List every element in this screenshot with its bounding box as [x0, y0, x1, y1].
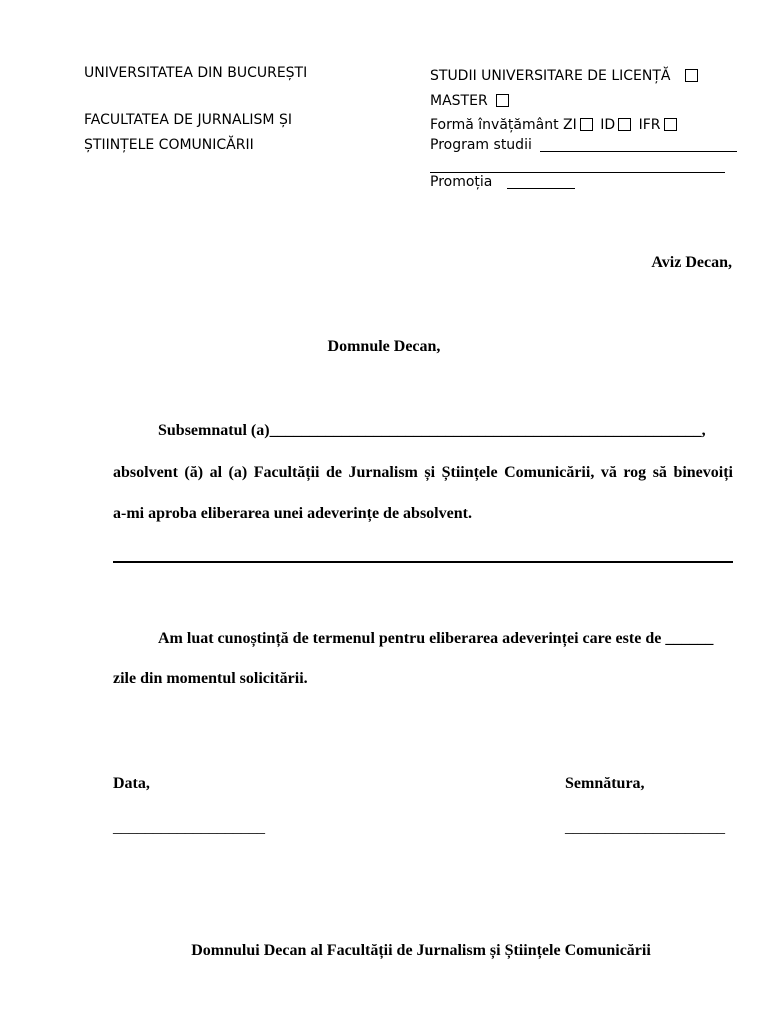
promotia-blank[interactable]	[507, 174, 575, 189]
master-checkbox[interactable]	[496, 94, 509, 107]
master-label: MASTER	[430, 93, 488, 109]
forma-ifr-label: IFR	[638, 117, 661, 133]
licenta-checkbox[interactable]	[685, 69, 698, 82]
promotia-row	[430, 174, 575, 190]
request-line3: a-mi aproba eliberarea unei adeverințe de absolvent.	[113, 505, 472, 522]
program-row	[430, 137, 737, 153]
acknowledgement-line1: Am luat cunoștință de termenul pentru eliberarea adeverinței care este de ______	[158, 630, 714, 647]
university-name: UNIVERSITATEA DIN BUCUREȘTI	[84, 65, 308, 81]
forma-label: Formă învățământ	[430, 117, 559, 133]
forma-id-label: ID	[600, 117, 616, 133]
forma-zi-checkbox[interactable]	[580, 118, 593, 131]
acknowledgement-line2: zile din momentul solicitării.	[113, 670, 308, 687]
program-blank[interactable]	[540, 137, 737, 152]
forma-id-checkbox[interactable]	[618, 118, 631, 131]
signature-label: Semnătura,	[565, 775, 645, 792]
faculty-name-line1: FACULTATEA DE JURNALISM ȘI	[84, 112, 292, 128]
licenta-row	[430, 68, 701, 84]
forma-row	[430, 117, 680, 133]
licenta-label: STUDII UNIVERSITARE DE LICENȚĂ	[430, 68, 671, 84]
signature-blank[interactable]: ____________________	[565, 819, 725, 836]
faculty-name-line2: ȘTIINȚELE COMUNICĂRII	[84, 137, 254, 153]
date-label: Data,	[113, 775, 150, 792]
separator-line	[113, 561, 733, 563]
date-blank[interactable]: ___________________	[113, 819, 265, 836]
addressee: Domnului Decan al Facultății de Jurnalism și Științele Comunicării	[191, 942, 651, 959]
promotia-label: Promoția	[430, 174, 493, 190]
subsemnatul-line: Subsemnatul (a)______________________________________________________,	[158, 422, 706, 439]
program-label: Program studii	[430, 137, 532, 153]
forma-zi-label: ZI	[563, 117, 577, 133]
master-row	[430, 93, 512, 109]
request-line2: absolvent (ă) al (a) Facultății de Jurnalism și Științele Comunicării, vă rog să binevoiți	[113, 464, 733, 481]
program-blank-line2[interactable]	[430, 172, 725, 173]
aviz-decan: Aviz Decan,	[651, 254, 732, 271]
salutation: Domnule Decan,	[327, 338, 441, 355]
forma-ifr-checkbox[interactable]	[664, 118, 677, 131]
